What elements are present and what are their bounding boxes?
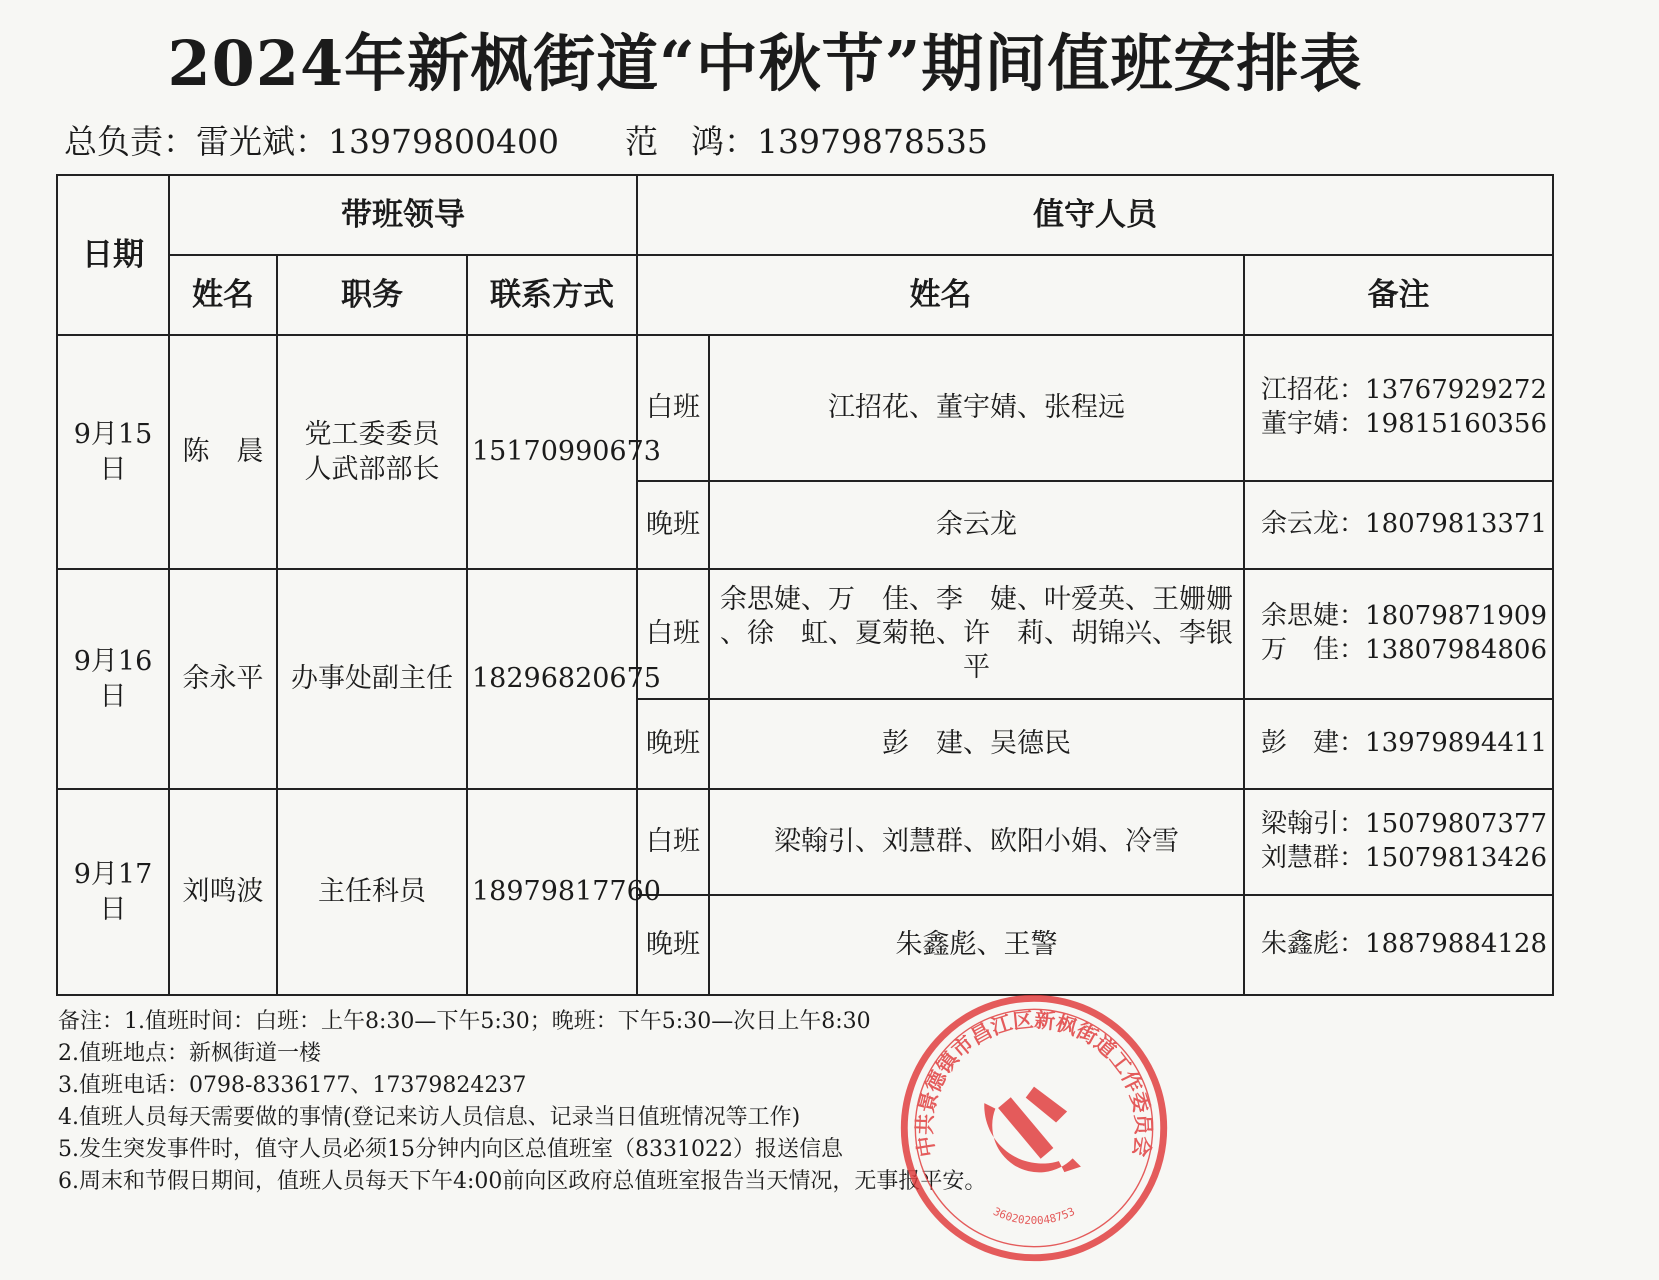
shift-label: 晚班 bbox=[637, 895, 709, 995]
chief-person-1: 雷光斌：13979800400 bbox=[196, 122, 559, 161]
party-emblem-icon bbox=[984, 1087, 1081, 1173]
staff-remark-cell bbox=[1244, 789, 1553, 895]
leader-title-cell: 主任科员 bbox=[277, 789, 467, 995]
staff-names-line: 平 bbox=[963, 651, 991, 683]
table-row bbox=[57, 789, 1553, 895]
table-row bbox=[57, 335, 1553, 481]
header-leader-title: 职务 bbox=[277, 255, 467, 335]
staff-names-cell: 江招花、董宇婧、张程远 bbox=[709, 335, 1244, 481]
leader-contact-cell: 18979817760 bbox=[467, 789, 637, 995]
date-cell: 9月17日 bbox=[57, 789, 169, 995]
leader-title-line: 人武部部长 bbox=[304, 454, 440, 485]
header-staff-group: 值守人员 bbox=[637, 175, 1553, 255]
leader-name-cell: 刘鸣波 bbox=[169, 789, 277, 995]
date-cell: 9月15日 bbox=[57, 335, 169, 569]
remark-line: 梁翰引：15079807377 bbox=[1261, 809, 1547, 840]
staff-remark-cell bbox=[1244, 335, 1553, 481]
chief-label: 总负责： bbox=[64, 122, 196, 161]
leader-title-cell: 办事处副主任 bbox=[277, 569, 467, 789]
leader-title-cell bbox=[277, 335, 467, 569]
staff-names-cell: 彭 建、吴德民 bbox=[709, 699, 1244, 789]
remark-line: 董宇婧：19815160356 bbox=[1261, 409, 1547, 439]
header-staff-remark: 备注 bbox=[1244, 255, 1553, 335]
remark-line: 余思婕：18079871909 bbox=[1261, 601, 1547, 632]
page-title: 2024年新枫街道“中秋节”期间值班安排表 bbox=[167, 27, 1363, 100]
header-staff-name: 姓名 bbox=[637, 255, 1244, 335]
shift-label: 晚班 bbox=[637, 699, 709, 789]
header-leader-contact: 联系方式 bbox=[467, 255, 637, 335]
staff-remark-cell: 余云龙：18079813371 bbox=[1244, 481, 1553, 569]
notes-block bbox=[58, 1006, 986, 1198]
leader-name-cell: 陈 晨 bbox=[169, 335, 277, 569]
staff-names-cell: 梁翰引、刘慧群、欧阳小娟、冷雪 bbox=[709, 789, 1244, 895]
note-line: 2.值班地点：新枫街道一楼 bbox=[58, 1041, 321, 1066]
table-row bbox=[57, 569, 1553, 699]
date-cell: 9月16日 bbox=[57, 569, 169, 789]
shift-label: 晚班 bbox=[637, 481, 709, 569]
chief-person-2: 范 鸿：13979878535 bbox=[624, 122, 988, 161]
remark-line: 江招花：13767929272 bbox=[1261, 375, 1547, 406]
remark-line: 万 佳：13807984806 bbox=[1261, 635, 1547, 665]
header-leader-name: 姓名 bbox=[169, 255, 277, 335]
seal-code: 3602020048753 bbox=[991, 1204, 1077, 1228]
note-line: 6.周末和节假日期间，值班人员每天下午4:00前向区政府总值班室报告当天情况，无事报平安。 bbox=[58, 1169, 987, 1194]
remark-line: 刘慧群：15079813426 bbox=[1261, 843, 1547, 873]
shift-label: 白班 bbox=[637, 789, 709, 895]
staff-remark-cell bbox=[1244, 569, 1553, 699]
note-line: 5.发生突发事件时，值守人员必须15分钟内向区总值班室（8331022）报送信息 bbox=[58, 1137, 843, 1162]
header-leader-group: 带班领导 bbox=[169, 175, 637, 255]
staff-remark-cell: 彭 建：13979894411 bbox=[1244, 699, 1553, 789]
leader-name-cell: 余永平 bbox=[169, 569, 277, 789]
note-line: 备注：1.值班时间：白班：上午8:30—下午5:30；晚班：下午5:30—次日上午8:30 bbox=[58, 1009, 871, 1034]
staff-names-cell: 朱鑫彪、王警 bbox=[709, 895, 1244, 995]
staff-remark-cell: 朱鑫彪：18879884128 bbox=[1244, 895, 1553, 995]
staff-names-cell bbox=[709, 569, 1244, 699]
leader-contact-cell: 18296820675 bbox=[467, 569, 637, 789]
chief-responsible bbox=[64, 116, 988, 163]
header-date: 日期 bbox=[57, 175, 169, 335]
staff-names-line: 、徐 虹、夏菊艳、许 莉、胡锦兴、李银 bbox=[720, 618, 1234, 650]
leader-contact-cell: 15170990673 bbox=[467, 335, 637, 569]
shift-label: 白班 bbox=[637, 569, 709, 699]
staff-names-line: 余思婕、万 佳、李 婕、叶爱英、王姗姗 bbox=[720, 584, 1234, 616]
staff-names-cell: 余云龙 bbox=[709, 481, 1244, 569]
note-line: 4.值班人员每天需要做的事情(登记来访人员信息、记录当日值班情况等工作) bbox=[58, 1105, 801, 1130]
official-seal bbox=[896, 990, 1172, 1266]
shift-label: 白班 bbox=[637, 335, 709, 481]
leader-title-line: 党工委委员 bbox=[304, 418, 440, 450]
seal-text: 中共景德镇市昌江区新枫街道工作委员会 bbox=[912, 1007, 1156, 1159]
duty-schedule-table bbox=[56, 174, 1554, 996]
note-line: 3.值班电话：0798-8336177、17379824237 bbox=[58, 1073, 527, 1098]
